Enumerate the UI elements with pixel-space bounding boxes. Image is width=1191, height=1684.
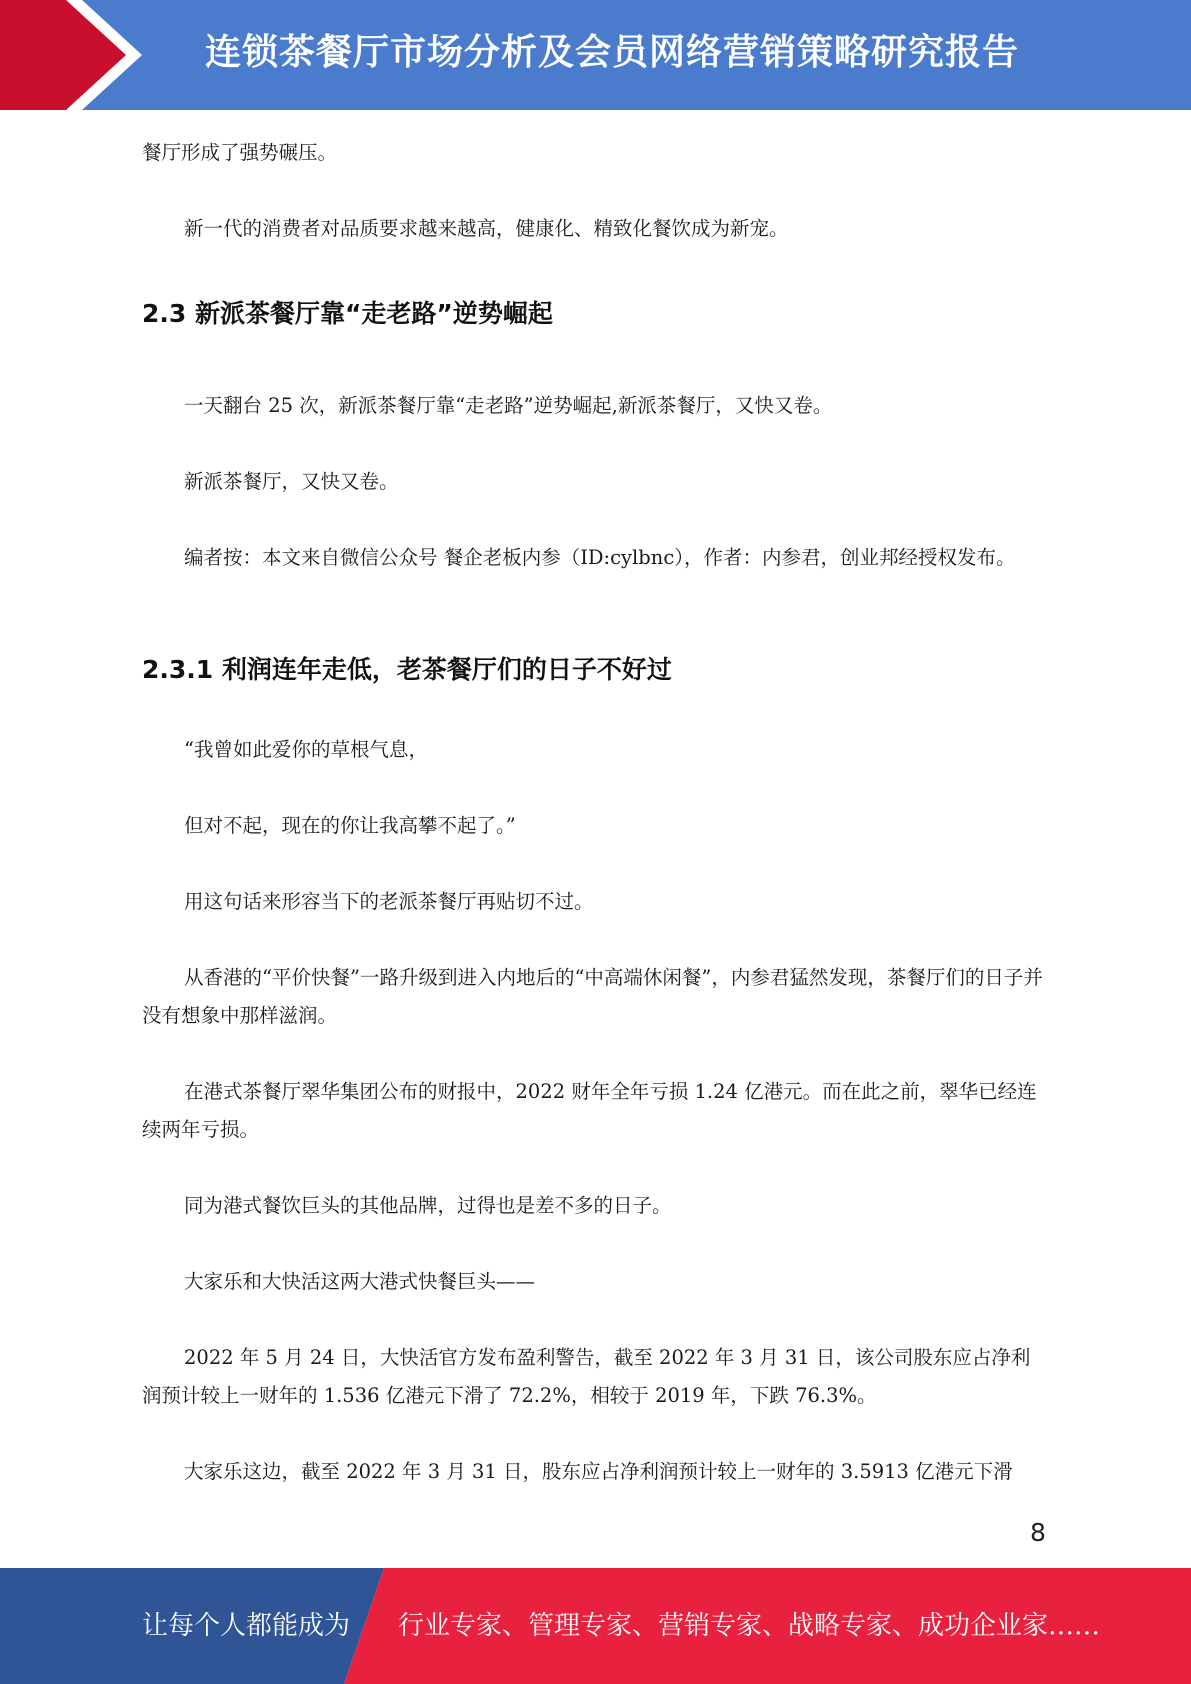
paragraph: 餐厅形成了强势碾压。 bbox=[142, 141, 338, 164]
paragraph: 在港式茶餐厅翠华集团公布的财报中，2022 财年全年亏损 1.24 亿港元。而在此之前，翠华已经连续两年亏损。 bbox=[142, 1080, 1037, 1141]
paragraph: 2022 年 5 月 24 日，大快活官方发布盈利警告，截至 2022 年 3 月 31 日，该公司股东应占净利润预计较上一财年的 1.536 亿港元下滑了 72.2%，相较于 2019 年，下跌 76.3%。 bbox=[142, 1346, 1031, 1407]
paragraph: 大家乐这边，截至 2022 年 3 月 31 日，股东应占净利润预计较上一财年的 3.5913 亿港元下滑 bbox=[184, 1460, 1013, 1483]
paragraph: 新一代的消费者对品质要求越来越高，健康化、精致化餐饮成为新宠。 bbox=[184, 217, 789, 240]
paragraph: “我曾如此爱你的草根气息， bbox=[184, 738, 428, 761]
page-number: 8 bbox=[1030, 1518, 1046, 1547]
header-chevron-decoration bbox=[0, 0, 150, 110]
report-title: 连锁茶餐厅市场分析及会员网络营销策略研究报告 bbox=[205, 32, 1020, 73]
section-heading: 2.3 新派茶餐厅靠“走老路”逆势崛起 bbox=[142, 299, 553, 328]
subsection-heading: 2.3.1 利润连年走低，老茶餐厅们的日子不好过 bbox=[142, 655, 672, 684]
paragraph: 但对不起，现在的你让我高攀不起了。” bbox=[184, 814, 516, 837]
footer-slogan-left: 让每个人都能成为 bbox=[142, 1611, 351, 1641]
paragraph: 从香港的“平价快餐”一路升级到进入内地后的“中高端休闲餐”，内参君猛然发现，茶餐厅们的日子并没有想象中那样滋润。 bbox=[142, 966, 1043, 1027]
paragraph: 同为港式餐饮巨头的其他品牌，过得也是差不多的日子。 bbox=[184, 1194, 672, 1217]
paragraph: 编者按：本文来自微信公众号 餐企老板内参（ID:cylbnc），作者：内参君，创业邦经授权发布。 bbox=[184, 546, 1016, 569]
page-footer bbox=[0, 1568, 1191, 1684]
paragraph: 用这句话来形容当下的老派茶餐厅再贴切不过。 bbox=[184, 890, 594, 913]
paragraph: 大家乐和大快活这两大港式快餐巨头—— bbox=[184, 1270, 536, 1293]
page-header bbox=[0, 0, 1191, 110]
paragraph: 新派茶餐厅，又快又卷。 bbox=[184, 470, 399, 493]
footer-slogan-right: 行业专家、管理专家、营销专家、战略专家、成功企业家…… bbox=[398, 1611, 1101, 1641]
paragraph: 一天翻台 25 次，新派茶餐厅靠“走老路”逆势崛起,新派茶餐厅，又快又卷。 bbox=[184, 394, 833, 417]
